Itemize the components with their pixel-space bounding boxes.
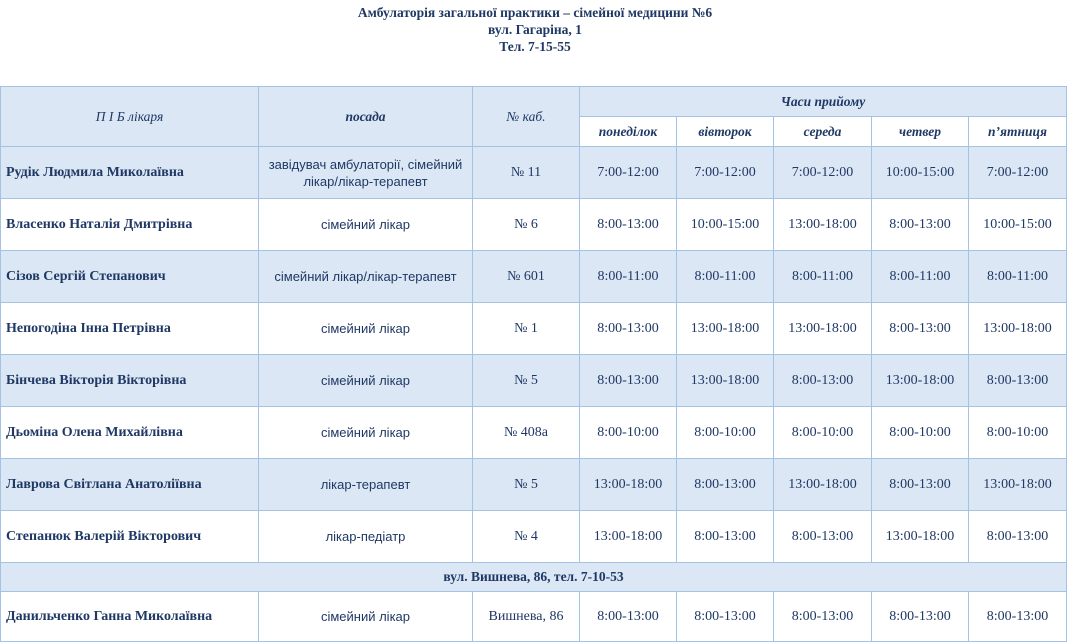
table-row (1, 303, 1067, 355)
hours-cell: 7:00-12:00 (969, 147, 1067, 199)
table-row (1, 511, 1067, 563)
hours-cell: 13:00-18:00 (969, 459, 1067, 511)
doctor-position: сімейний лікар (259, 592, 473, 642)
hours-cell: 8:00-13:00 (580, 199, 677, 251)
col-header-day: понеділок (580, 117, 677, 147)
table-row (1, 199, 1067, 251)
hours-cell: 8:00-13:00 (872, 303, 969, 355)
table-row (1, 592, 1067, 642)
hours-cell: 7:00-12:00 (580, 147, 677, 199)
hours-cell: 8:00-10:00 (774, 407, 872, 459)
clinic-title: Амбулаторія загальної практики – сімейної медицини №6 (357, 5, 713, 20)
hours-cell: 10:00-15:00 (872, 147, 969, 199)
hours-cell: 8:00-13:00 (872, 592, 969, 642)
hours-cell: 8:00-10:00 (969, 407, 1067, 459)
doctor-name: Степанюк Валерій Вікторович (1, 511, 259, 563)
doctor-name: Лаврова Світлана Анатоліївна (1, 459, 259, 511)
col-header-room: № каб. (473, 87, 580, 147)
room-number: № 1 (473, 303, 580, 355)
doctor-position: лікар-педіатр (259, 511, 473, 563)
doctor-name: Данильченко Ганна Миколаївна (1, 592, 259, 642)
hours-cell: 13:00-18:00 (969, 303, 1067, 355)
clinic-address: вул. Гагаріна, 1 (488, 22, 582, 37)
room-number: № 5 (473, 355, 580, 407)
doctor-name: Сізов Сергій Степанович (1, 251, 259, 303)
hours-cell: 13:00-18:00 (872, 511, 969, 563)
table-row (1, 407, 1067, 459)
hours-cell: 7:00-12:00 (774, 147, 872, 199)
room-number: № 4 (473, 511, 580, 563)
doctor-position: сімейний лікар (259, 199, 473, 251)
doctor-position: сімейний лікар/лікар-терапевт (259, 251, 473, 303)
hours-cell: 8:00-13:00 (969, 511, 1067, 563)
hours-cell: 8:00-13:00 (677, 511, 774, 563)
hours-cell: 8:00-11:00 (677, 251, 774, 303)
table-row (1, 355, 1067, 407)
hours-cell: 13:00-18:00 (580, 459, 677, 511)
room-number: № 6 (473, 199, 580, 251)
hours-cell: 7:00-12:00 (677, 147, 774, 199)
hours-cell: 8:00-11:00 (774, 251, 872, 303)
hours-cell: 13:00-18:00 (774, 303, 872, 355)
doctor-position: лікар-терапевт (259, 459, 473, 511)
doctor-name: Рудік Людмила Миколаївна (1, 147, 259, 199)
hours-cell: 8:00-13:00 (677, 592, 774, 642)
hours-cell: 13:00-18:00 (774, 199, 872, 251)
hours-cell: 13:00-18:00 (774, 459, 872, 511)
hours-cell: 8:00-13:00 (872, 199, 969, 251)
hours-cell: 10:00-15:00 (677, 199, 774, 251)
room-number: № 601 (473, 251, 580, 303)
doctor-name: Дьоміна Олена Михайлівна (1, 407, 259, 459)
hours-cell: 13:00-18:00 (677, 355, 774, 407)
doctor-position: сімейний лікар (259, 355, 473, 407)
hours-cell: 8:00-13:00 (774, 511, 872, 563)
col-header-position: посада (259, 87, 473, 147)
branch-address-row: вул. Вишнева, 86, тел. 7-10-53 (1, 563, 1067, 592)
col-header-hours: Часи прийому (580, 87, 1067, 117)
hours-cell: 8:00-13:00 (580, 355, 677, 407)
hours-cell: 8:00-10:00 (580, 407, 677, 459)
doctor-name: Власенко Наталія Дмитрівна (1, 199, 259, 251)
table-row (1, 147, 1067, 199)
hours-cell: 10:00-15:00 (969, 199, 1067, 251)
col-header-day: середа (774, 117, 872, 147)
col-header-name: П І Б лікаря (1, 87, 259, 147)
room-number: № 11 (473, 147, 580, 199)
hours-cell: 8:00-13:00 (580, 592, 677, 642)
hours-cell: 8:00-13:00 (580, 303, 677, 355)
hours-cell: 8:00-13:00 (969, 355, 1067, 407)
room-number: № 408а (473, 407, 580, 459)
table-row (1, 251, 1067, 303)
hours-cell: 13:00-18:00 (872, 355, 969, 407)
hours-cell: 8:00-10:00 (677, 407, 774, 459)
hours-cell: 8:00-13:00 (677, 459, 774, 511)
hours-cell: 8:00-11:00 (969, 251, 1067, 303)
room-number: Вишнева, 86 (473, 592, 580, 642)
hours-cell: 8:00-13:00 (872, 459, 969, 511)
doctor-position: сімейний лікар (259, 303, 473, 355)
hours-cell: 8:00-11:00 (872, 251, 969, 303)
hours-cell: 8:00-13:00 (774, 592, 872, 642)
table-row (1, 459, 1067, 511)
hours-cell: 8:00-13:00 (774, 355, 872, 407)
hours-cell: 13:00-18:00 (580, 511, 677, 563)
hours-cell: 8:00-11:00 (580, 251, 677, 303)
col-header-day: четвер (872, 117, 969, 147)
schedule-table (0, 86, 1067, 642)
col-header-day: п’ятниця (969, 117, 1067, 147)
doctor-position: завідувач амбулаторії, сімейний лікар/лікар-терапевт (259, 147, 473, 199)
doctor-name: Непогодіна Інна Петрівна (1, 303, 259, 355)
doctor-name: Бінчева Вікторія Вікторівна (1, 355, 259, 407)
hours-cell: 8:00-10:00 (872, 407, 969, 459)
col-header-day: вівторок (677, 117, 774, 147)
room-number: № 5 (473, 459, 580, 511)
doctor-position: сімейний лікар (259, 407, 473, 459)
hours-cell: 8:00-13:00 (969, 592, 1067, 642)
hours-cell: 13:00-18:00 (677, 303, 774, 355)
clinic-phone: Тел. 7-15-55 (499, 39, 571, 54)
